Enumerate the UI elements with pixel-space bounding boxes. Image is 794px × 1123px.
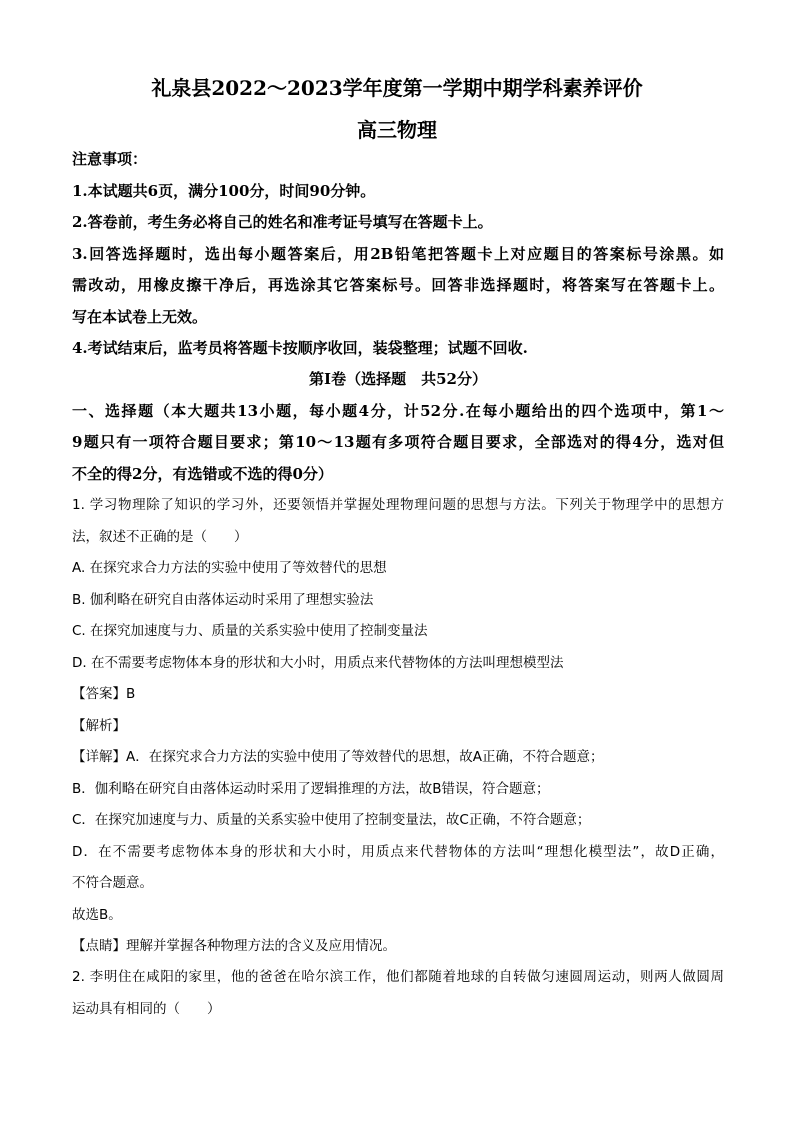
q1-stem-line-2: 法，叙述不正确的是（ ） bbox=[72, 528, 248, 545]
detail-a: 【详解】A．在探究求合力方法的实验中使用了等效替代的思想，故A正确，不符合题意； bbox=[72, 749, 604, 765]
answer-value: B bbox=[126, 686, 136, 702]
q1-option-b: B. 伽利略在研究自由落体运动时采用了理想实验法 bbox=[72, 591, 374, 608]
section-block bbox=[72, 364, 724, 490]
exam-subject: 高三物理 bbox=[357, 118, 437, 142]
q1-option-c: C. 在探究加速度与力、质量的关系实验中使用了控制变量法 bbox=[72, 623, 428, 639]
section-instructions-line-1: 一、选择题（本大题共13小题，每小题4分，计52分.在每小题给出的四个选项中，第1～ bbox=[72, 401, 724, 420]
notice-item-3-line-3: 写在本试卷上无效。 bbox=[72, 307, 208, 326]
notice-item-3-line-2: 需改动，用橡皮擦干净后，再选涂其它答案标号。回答非选择题时，将答案写在答题卡上。 bbox=[72, 276, 724, 294]
q2-stem-line-2: 运动具有相同的（ ） bbox=[72, 1000, 221, 1017]
detail-c: C．在探究加速度与力、质量的关系实验中使用了控制变量法，故C正确，不符合题意； bbox=[72, 812, 591, 828]
notice-block bbox=[72, 144, 724, 365]
section-instructions-line-3: 不全的得2分，有选错或不选的得0分） bbox=[72, 464, 333, 483]
part-heading: 第Ⅰ卷（选择题 共52分） bbox=[309, 370, 487, 388]
detail-b: B．伽利略在研究自由落体运动时采用了逻辑推理的方法，故B错误，符合题意； bbox=[72, 780, 550, 797]
q1-option-d: D. 在不需要考虑物体本身的形状和大小时，用质点来代替物体的方法叫理想模型法 bbox=[72, 654, 564, 671]
question-2 bbox=[72, 962, 724, 1025]
comment: 【点睛】理解并掌握各种物理方法的含义及应用情况。 bbox=[72, 938, 396, 954]
notice-item-1: 1.本试题共6页，满分100分，时间90分钟。 bbox=[72, 181, 376, 200]
notice-item-3-line-1: 3.回答选择题时，选出每小题答案后，用2B铅笔把答题卡上对应题目的答案标号涂黑。如 bbox=[72, 244, 724, 263]
answer-label: 【答案】 bbox=[72, 686, 126, 702]
q1-answer bbox=[72, 679, 724, 711]
notice-item-4: 4.考试结束后，监考员将答题卡按顺序收回，装袋整理；试题不回收. bbox=[72, 339, 528, 357]
q1-stem-line-1: 1. 学习物理除了知识的学习外，还要领悟并掌握处理物理问题的思想与方法。下列关于物理学中的思想方 bbox=[72, 497, 724, 513]
notice-heading: 注意事项： bbox=[72, 150, 148, 168]
choose-answer: 故选B。 bbox=[72, 906, 122, 923]
section-instructions-line-2: 9题只有一项符合题目要求；第10～13题有多项符合题目要求，全部选对的得4分，选对但 bbox=[72, 433, 724, 451]
detail-d-line-1: D．在不需要考虑物体本身的形状和大小时，用质点来代替物体的方法叫“理想化模型法”，故D正确， bbox=[72, 843, 724, 860]
analysis-label: 【解析】 bbox=[72, 717, 126, 734]
detail-d-line-2: 不符合题意。 bbox=[72, 875, 153, 891]
exam-title: 礼泉县2022～2023学年度第一学期中期学科素养评价 bbox=[151, 76, 643, 100]
question-1 bbox=[72, 490, 724, 963]
notice-item-2: 2.答卷前，考生务必将自己的姓名和准考证号填写在答题卡上。 bbox=[72, 213, 493, 231]
q2-stem-line-1: 2. 李明住在咸阳的家里，他的爸爸在哈尔滨工作，他们都随着地球的自转做匀速圆周运动，则两人做圆周 bbox=[72, 969, 724, 985]
q1-option-a: A. 在探究求合力方法的实验中使用了等效替代的思想 bbox=[72, 560, 387, 576]
